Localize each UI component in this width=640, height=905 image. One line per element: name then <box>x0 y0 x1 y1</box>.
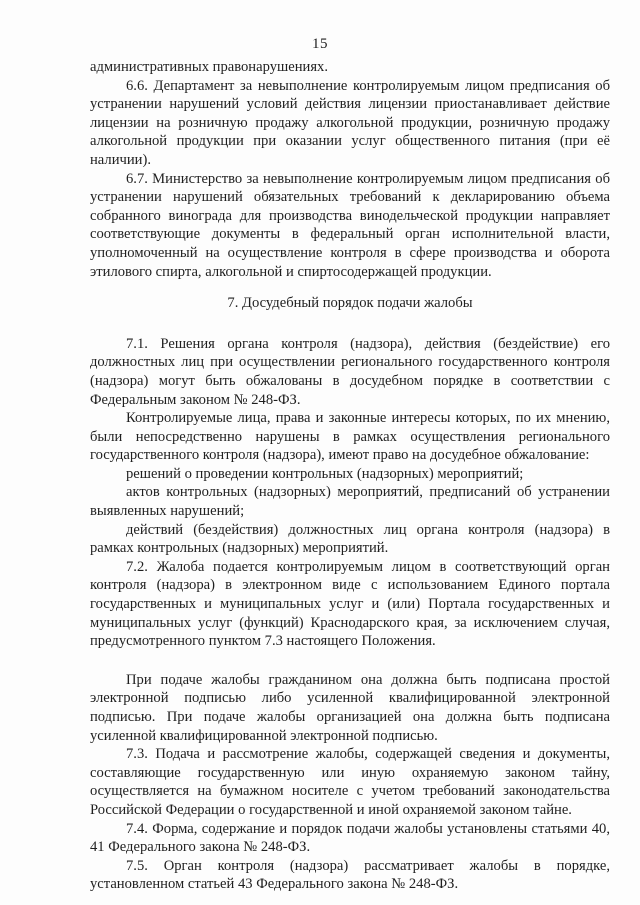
list-item-actions: действий (бездействия) должностных лиц органа контроля (надзора) в рамках контрольных (надзорных) мероприятий. <box>90 521 610 557</box>
list-item-decisions: решений о проведении контрольных (надзорных) мероприятий; <box>126 465 524 482</box>
paragraph-7-5: 7.5. Орган контроля (надзора) рассматривает жалобы в порядке, установленном статьей 43 Федерального закона № 248-ФЗ. <box>90 857 610 893</box>
paragraph-7-4: 7.4. Форма, содержание и порядок подачи жалобы установлены статьями 40, 41 Федерального закона № 248-ФЗ. <box>90 820 610 856</box>
paragraph-7-1: 7.1. Решения органа контроля (надзора), действия (бездействие) его должностных лиц при осуществлении регионального государственного контроля (надзора) могут быть обжалованы в досудебном порядке в соответствии с Федеральным законом № 248-ФЗ. <box>90 335 610 408</box>
section-heading-7: 7. Досудебный порядок подачи жалобы <box>227 295 473 312</box>
list-item-acts: актов контрольных (надзорных) мероприятий, предписаний об устранении выявленных нарушений; <box>90 484 610 520</box>
paragraph-7-3: 7.3. Подача и рассмотрение жалобы, содержащей сведения и документы, составляющие государственную или иную охраняемую законом тайну, осуществляется на бумажном носителе с учетом требований законодательства Российской Федерации о государственной и иной охраняемой законом тайне. <box>90 746 610 818</box>
paragraph-continuation: административных правонарушениях. <box>90 59 328 75</box>
document-body <box>90 58 610 894</box>
paragraph-7-2: 7.2. Жалоба подается контролируемым лицом в соответствующий орган контроля (надзора) в электронном виде с использованием Единого портала государственных и муниципальных услуг и (или) Портала государственных и муниципальных услуг (функций) Краснодарского края, за исключением случая, предусмотренного пунктом 7.3 настоящего Положения. <box>90 558 610 650</box>
paragraph-6-6: 6.6. Департамент за невыполнение контролируемым лицом предписания об устранении нарушений условий действия лицензии приостанавливает действие лицензии на розничную продажу алкогольной продукции, розничную продажу алкогольной продукции при оказании услуг общественного питания (при её наличии). <box>90 77 610 168</box>
paragraph-signature: При подаче жалобы гражданином она должна быть подписана простой электронной подписью либо усиленной квалифицированной электронной подписью. При подаче жалобы организацией она должна быть подписана усиленной квалифицированной электронной подписью. <box>90 671 610 744</box>
page-number: 15 <box>312 36 328 52</box>
paragraph-6-7: 6.7. Министерство за невыполнение контролируемым лицом предписания об устранении нарушений обязательных требований к декларированию объема собранного винограда для производства винодельческой продукции направляет соответствующие документы в федеральный орган исполнительной власти, уполномоченный на осуществление контроля в сфере производства и оборота этилового спирта, алкогольной и спиртосодержащей продукции. <box>90 170 610 280</box>
paragraph-appeal-right: Контролируемые лица, права и законные интересы которых, по их мнению, были непосредственно нарушены в рамках осуществления регионального государственного контроля (надзора), имеют право на досудебное обжалование: <box>90 410 610 464</box>
